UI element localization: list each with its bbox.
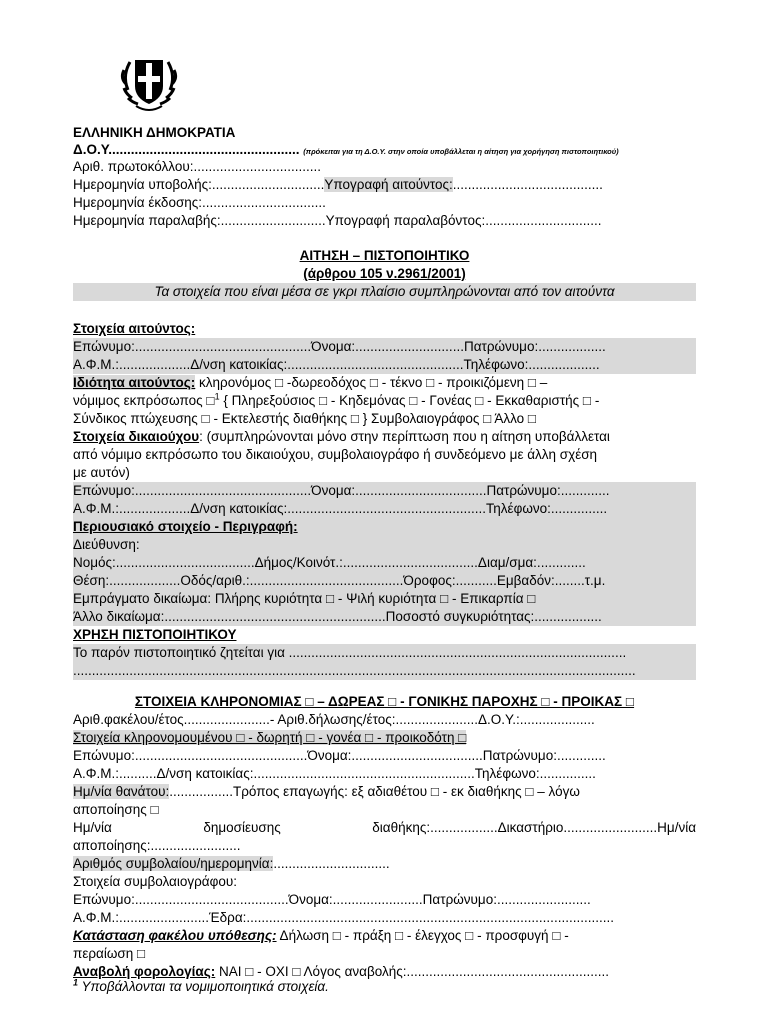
applicant-name-line[interactable]: Επώνυμο:...............................................Όνομα:.............................Πατρώνυμο:.................. [73, 338, 696, 356]
submission-date-line [73, 176, 696, 194]
property-right-line[interactable]: Εμπράγματο δικαίωμα: Πλήρης κυριότητα □ - Ψιλή κυριότητα □ - Επικαρπία □ [73, 590, 696, 608]
contract-number-line[interactable] [73, 855, 696, 873]
notary-heading: Στοιχεία συμβολαιογράφου: [73, 874, 238, 889]
contract-number-field[interactable]: ............................... [273, 856, 390, 871]
beneficiary-note-1: : (συμπληρώνονται μόνο στην περίπτωση που η αίτηση υποβάλλεται [199, 429, 610, 444]
beneficiary-note-2: από νόμιμο εκπρόσωπο του δικαιούχου, συμβολαιογράφο ή συνδεόμενο με άλλη σχέση [73, 447, 598, 462]
will-publication-word-2: δημοσίευσης [203, 820, 281, 835]
deceased-afm-line[interactable]: Α.Φ.Μ.:..........Δ/νση κατοικίας:...........................................................Τηλέφωνο:............... [73, 766, 596, 781]
contract-number-label: Αριθμός συμβολαίου/ημερομηνία: [73, 856, 274, 871]
applicant-signature-field[interactable]: ........................................ [452, 177, 603, 192]
death-date-line[interactable] [73, 783, 696, 801]
footnote-text: Υποβάλλονται τα νομιμοποιητικά στοιχεία. [78, 979, 329, 994]
applicant-capacity-options[interactable]: κληρονόμος □ -δωρεοδόχος □ - τέκνο □ - προικιζόμενη □ – [195, 375, 548, 390]
beneficiary-heading: Στοιχεία δικαιούχου [73, 429, 200, 444]
will-publication-line[interactable] [73, 819, 696, 837]
tax-deferral-options[interactable]: ΝΑΙ □ - ΟΧΙ □ Λόγος αναβολής:...................................................... [215, 964, 610, 979]
submission-date-field[interactable]: Ημερομηνία υποβολής:.............................. [73, 177, 325, 192]
doy-field[interactable]: Δ.Ο.Υ................................................... [73, 142, 300, 157]
applicant-capacity-line-2[interactable] [73, 392, 696, 410]
inheritance-heading: ΣΤΟΙΧΕΙΑ ΚΛΗΡΟΝΟΜΙΑΣ □ – ΔΩΡΕΑΣ □ - ΓΟΝΙΚΗΣ ΠΑΡΟΧΗΣ □ - ΠΡΟΙΚΑΣ □ [134, 694, 635, 709]
file-status-options[interactable]: Δήλωση □ - πράξη □ - έλεγχος □ - προσφυγή □ - [276, 928, 569, 943]
representative-type-options[interactable]: { Πληρεξούσιος □ - Κηδεμόνας □ - Γονέας □ - Εκκαθαριστής □ - [219, 393, 600, 408]
beneficiary-name-line[interactable]: Επώνυμο:...............................................Όνομα:...................................Πατρώνυμο:............. [73, 482, 696, 500]
applicant-signature-label: Υπογραφή αιτούντος: [324, 177, 453, 192]
deceased-type-options[interactable]: Στοιχεία κληρονομουμένου □ - δωρητή □ - γονέα □ - προικοδότη □ [73, 730, 467, 745]
form-title: ΑΙΤΗΣΗ – ΠΙΣΤΟΠΟΙΗΤΙΚΟ [299, 248, 470, 263]
tax-deferral-label: Αναβολή φορολογίας: [73, 964, 216, 979]
deceased-type-line[interactable] [73, 729, 696, 747]
applicant-capacity-label: Ιδιότητα αιτούντος: [73, 375, 196, 390]
file-status-line[interactable] [73, 927, 696, 945]
greek-coat-of-arms-emblem [118, 48, 180, 114]
property-other-right-line[interactable]: Άλλο δικαίωμα:...........................................................Ποσοστό συγκυριότητας:.................. [73, 608, 696, 626]
protocol-number-field[interactable]: Αριθ. πρωτοκόλλου:.................................. [73, 159, 321, 174]
usage-field-2[interactable]: ...................................................................................................................................................... [73, 662, 696, 680]
notary-afm-line[interactable]: Α.Φ.Μ.:........................Έδρα:.................................................................................................. [73, 910, 614, 925]
will-publication-fields[interactable]: διαθήκης:..................Δικαστήριο.........................Ημ/νία [372, 820, 696, 835]
footnote-mark: 1 [73, 977, 79, 988]
issue-date-field[interactable]: Ημερομηνία έκδοσης:................................. [73, 195, 326, 210]
applicant-heading: Στοιχεία αιτούντος: [73, 321, 196, 336]
legal-representative-option[interactable]: νόμιμος εκπρόσωπος □ [73, 393, 215, 408]
usage-field[interactable]: Το παρόν πιστοποιητικό ζητείται για .......................................................................................... [73, 644, 696, 662]
deceased-name-line[interactable]: Επώνυμο:..............................................Όνομα:...................................Πατρώνυμο:............. [73, 748, 606, 763]
form-article: (άρθρου 105 ν.2961/2001) [303, 266, 466, 281]
succession-mode-options[interactable]: .................Τρόπος επαγωγής: εξ αδιαθέτου □ - εκ διαθήκης □ – λόγω [169, 784, 580, 799]
footnote [73, 978, 696, 996]
renunciation-date-field[interactable]: αποποίησης:........................ [73, 838, 241, 853]
file-number-line[interactable]: Αριθ.φακέλου/έτος.......................- Αριθ.δήλωσης/έτος:......................Δ.Ο.Υ.:.................... [73, 712, 595, 727]
notary-name-line[interactable]: Επώνυμο:.........................................Όνομα:........................Πατρώνυμο:......................... [73, 892, 591, 907]
death-date-label: Ημ/νία θανάτου: [73, 784, 170, 799]
applicant-capacity-line[interactable] [73, 374, 696, 392]
file-status-completion-option[interactable]: περαίωση □ [73, 946, 146, 961]
doy-note: (πρόκειται για τη Δ.Ο.Υ. στην οποία υποβάλλεται η αίτηση για χορήγηση πιστοποιητικού) [303, 147, 619, 156]
footnote-ref: 1 [214, 391, 220, 402]
beneficiary-note-3: με αυτόν) [73, 465, 130, 480]
will-publication-word-1: Ημ/νία [73, 820, 112, 835]
usage-heading: ΧΡΗΣΗ ΠΙΣΤΟΠΟΙΗΤΙΚΟΥ [73, 627, 237, 642]
applicant-afm-line[interactable]: Α.Φ.Μ.:...................Δ/νση κατοικίας:...............................................Τηλέφωνο:................... [73, 356, 696, 374]
beneficiary-afm-line[interactable]: Α.Φ.Μ.:...................Δ/νση κατοικίας:.....................................................Τηλέφωνο:............... [73, 500, 696, 518]
receipt-date-line[interactable]: Ημερομηνία παραλαβής:............................Υπογραφή παραλαβόντος:............................... [73, 213, 602, 228]
file-status-label: Κατάσταση φακέλου υπόθεσης: [73, 928, 277, 943]
applicant-capacity-line-3[interactable]: Σύνδικος πτώχευσης □ - Εκτελεστής διαθήκης □ } Συμβολαιογράφος □ Άλλο □ [73, 411, 537, 426]
property-prefecture-line[interactable]: Νομός:.....................................Δήμος/Κοινότ.:....................................Διαμ/σμα:............. [73, 554, 696, 572]
property-address-field[interactable]: Διεύθυνση: [73, 536, 696, 554]
property-heading: Περιουσιακό στοιχείο - Περιγραφή: [73, 518, 696, 536]
beneficiary-heading-line [73, 428, 696, 446]
form-instruction: Τα στοιχεία που είναι μέσα σε γκρι πλαίσιο συμπληρώνονται από τον αιτούντα [73, 283, 696, 301]
property-location-line[interactable]: Θέση:...................Οδός/αριθ.:.........................................Όροφος:...........Εμβαδόν:........τ.μ. [73, 572, 696, 590]
republic-title: ΕΛΛΗΝΙΚΗ ΔΗΜΟΚΡΑΤΙΑ [73, 125, 236, 140]
renunciation-option[interactable]: αποποίησης □ [73, 802, 159, 817]
